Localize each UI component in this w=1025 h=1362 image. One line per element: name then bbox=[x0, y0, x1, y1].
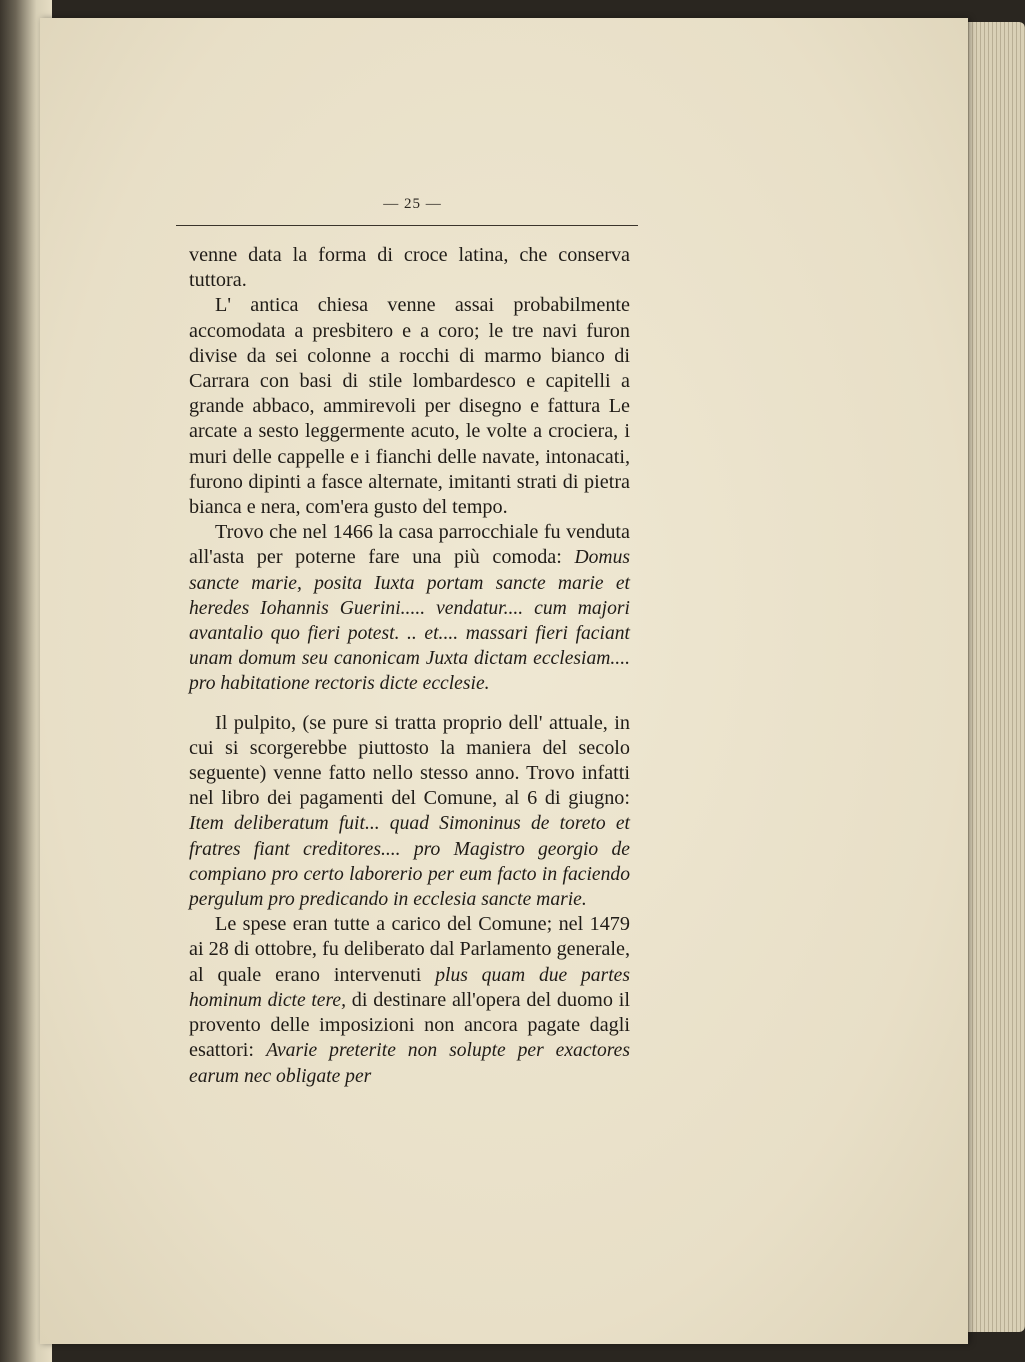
header-rule bbox=[176, 225, 638, 226]
paragraph-4-text: Il pulpito, (se pure si tratta proprio dell' attuale, in cui si scorgerebbe piuttosto la maniera del secolo seguente) venne fatto nello stesso anno. Trovo infatti nel libro dei pagamenti del Comune, al 6 di giugno: bbox=[189, 711, 630, 810]
paragraph-3-text: Trovo che nel 1466 la casa parrocchiale fu venduta all'asta per poterne fare una più comoda: bbox=[189, 521, 630, 569]
paragraph-1-text: venne data la forma di croce latina, che conserva tuttora. bbox=[189, 244, 630, 292]
page-number: — 25 — bbox=[383, 196, 442, 212]
paragraph-5-latin-a: plus quam due partes hominum dicte tere, bbox=[189, 964, 630, 1011]
paragraph-2-text: L' antica chiesa venne assai probabilmente accomodata a presbitero e a coro; le tre navi furon divise da sei colonne a rocchi di marmo bianco di Carrara con basi di stile lombardesco e capitelli a grande abbaco, ammirevoli per disegno e fattura Le arcate a sesto leggermente acuto, le volte a crociera, i muri delle cappelle e i fianchi delle navate, intonacati, furono dipinti a fasce alternate, imitanti strati di pietra bianca e nera, com'era gusto del tempo. bbox=[189, 294, 630, 519]
paragraph-5-text-a: Le spese eran tutte a carico del Comune; nel 1479 ai 28 di ottobre, fu deliberato dal Parlamento generale, al quale erano intervenuti bbox=[189, 913, 630, 986]
page-edges bbox=[965, 22, 1025, 1332]
paragraph-2 bbox=[189, 293, 630, 520]
paragraph-5-latin-b: Avarie preterite non solupte per exactores earum nec obligate per bbox=[189, 1040, 630, 1087]
body-text bbox=[189, 243, 630, 1089]
paragraph-3-latin-quote: Domus sancte marie, posita Iuxta portam sancte marie et heredes Iohannis Guerini..... vendatur.... cum majori avantalio quo fieri potest. .. et.... massari fieri faciant unam domum seu canonicam Juxta dictam ecclesiam.... pro habitatione rectoris dicte ecclesie. bbox=[189, 547, 630, 695]
paragraph-5-text-b: di destinare all'opera del duomo il provento delle imposizioni non ancora pagate dagli esattori: bbox=[189, 988, 630, 1062]
paragraph-3 bbox=[189, 520, 630, 696]
paragraph-1 bbox=[189, 243, 630, 293]
paragraph-4 bbox=[189, 711, 630, 913]
paragraph-5 bbox=[189, 912, 630, 1088]
paragraph-4-latin-quote: Item deliberatum fuit... quad Simoninus de toreto et fratres fiant creditores.... pro Magistro georgio de compiano pro certo laborerio per eum facto in faciendo pergulum pro predicando in ecclesia sancte marie. bbox=[189, 813, 630, 911]
